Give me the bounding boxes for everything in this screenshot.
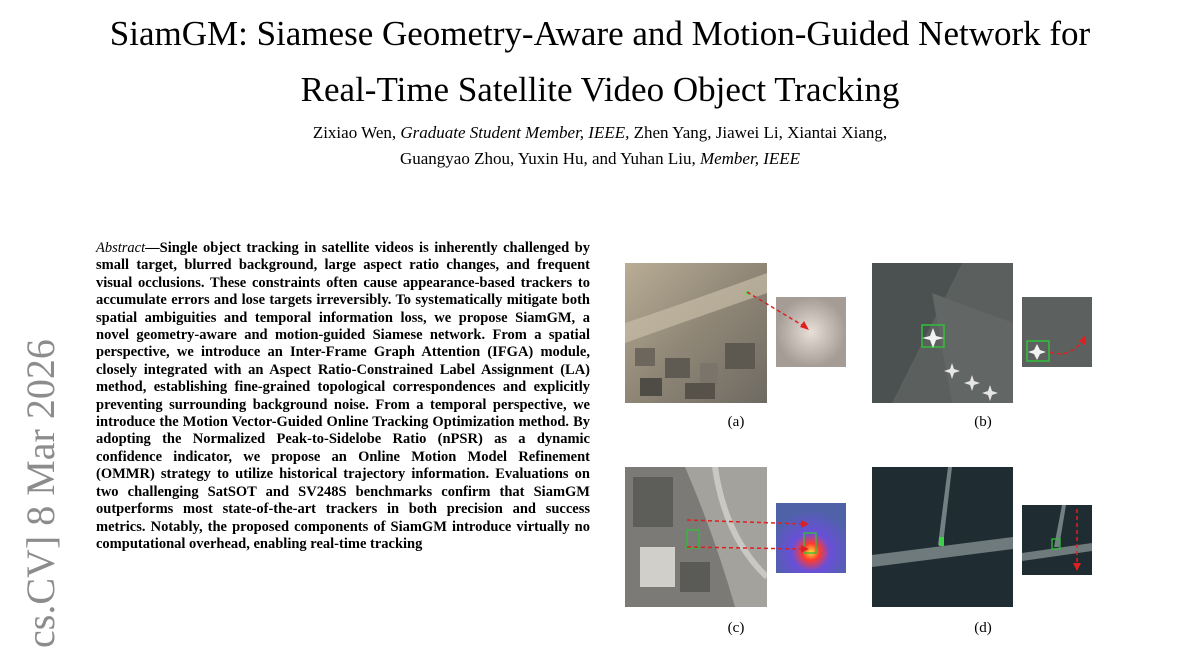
arxiv-stamp: cs.CV] 8 Mar 2026: [18, 339, 63, 648]
figure-1: [600, 250, 1200, 648]
subfigure-label-b: (b): [974, 414, 992, 430]
authors-text: Zixiao Wen,: [312, 123, 401, 142]
motion-arrow-a: [745, 290, 815, 335]
abstract-text: —Single object tracking in satellite videos is inherently challenged by small target, blurred background, large aspect ratio changes, and frequent visual occlusions. These constraints often cause appearance-based trackers to accumulate errors and lose targets irreversibly. To systematically mitigate both spatial ambiguities and temporal information loss, we propose SiamGM, a novel geometry-aware and motion-guided Siamese network. From a spatial perspective, we introduce an Inter-Frame Graph Attention (IFGA) module, closely integrated with an Aspect Ratio-Constrained Label Assignment (LA) method, establishing fine-grained topological correspondences and explicitly preventing surrounding background noise. From a temporal perspective, we introduce the Motion Vector-Guided Online Tracking Optimization method. By adopting the Normalized Peak-to-Sidelobe Ratio (nPSR) as a dynamic confidence indicator, we propose an Online Motion Model Refinement (OMMR) strategy to utilize historical trajectory information. Evaluations on two challenging SatSOT and SV248S benchmarks confirm that SiamGM outperforms most state-of-the-art trackers in both precision and success metrics. Notably, the proposed components of SiamGM introduce virtually no computational overhead, enabling real-time tracking: [96, 240, 590, 552]
abstract: [96, 240, 590, 553]
motion-arrows-c: [685, 515, 815, 555]
author-role: Member, IEEE: [699, 149, 801, 168]
author-list: [0, 120, 1200, 172]
title-line-2: Real-Time Satellite Video Object Tracking: [300, 70, 900, 109]
abstract-lead: Abstract: [96, 240, 146, 256]
author-role: Graduate Student Member, IEEE,: [400, 123, 630, 142]
target-crop-b: [1022, 297, 1092, 367]
authors-text: Zhen Yang, Jiawei Li, Xiantai Xiang,: [629, 123, 888, 142]
subfigure-label-d: (d): [974, 620, 992, 636]
subfigure-label-c: (c): [727, 620, 745, 636]
satellite-image-d: [872, 467, 1013, 607]
authors-text: Guangyao Zhou, Yuxin Hu, and Yuhan Liu,: [399, 149, 700, 168]
satellite-image-b: [872, 263, 1013, 403]
title-line-1: SiamGM: Siamese Geometry-Aware and Motion-Guided Network for: [109, 14, 1091, 53]
target-crop-d: [1022, 505, 1092, 575]
subfigure-label-a: (a): [727, 414, 745, 430]
paper-title: [0, 6, 1200, 118]
